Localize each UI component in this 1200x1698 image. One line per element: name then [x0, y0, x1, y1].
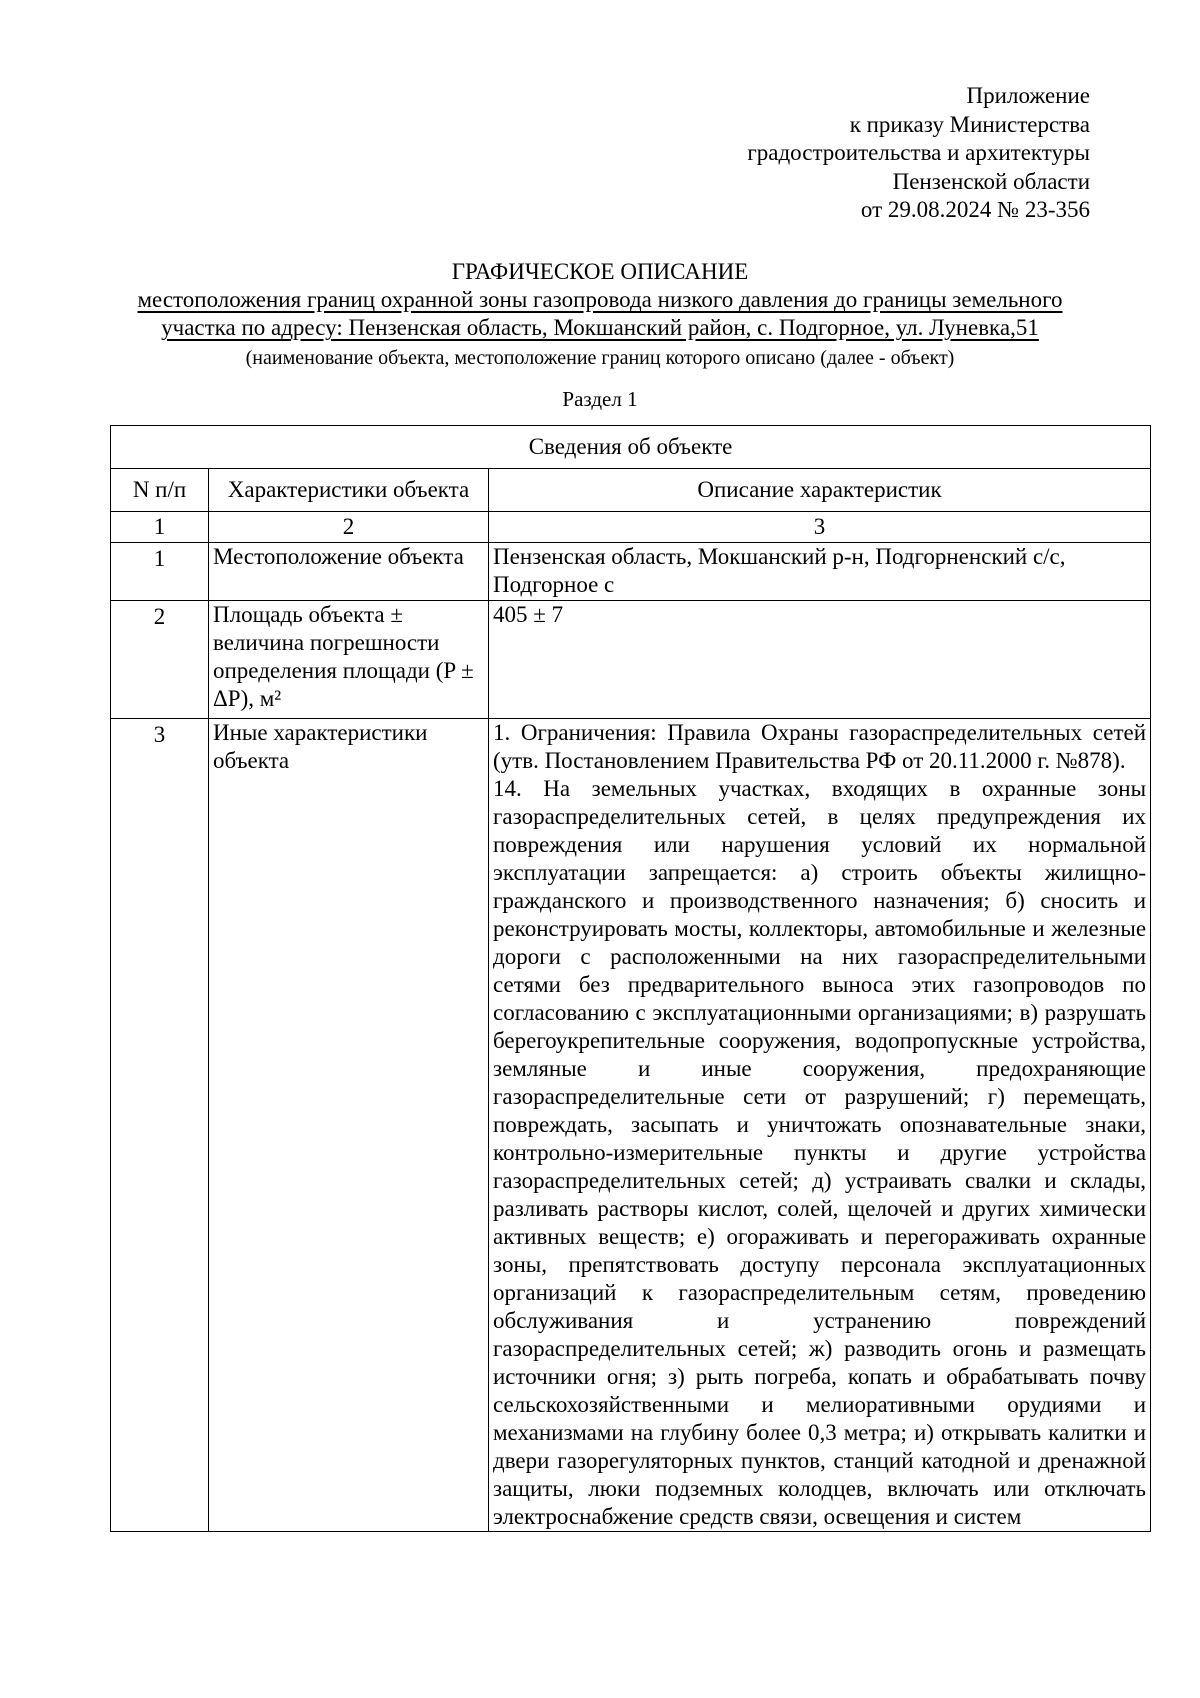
document-title: ГРАФИЧЕСКОЕ ОПИСАНИЕ — [451, 259, 749, 284]
row-description — [489, 719, 1151, 1532]
table-row — [111, 601, 1151, 719]
column-number: 2 — [209, 512, 489, 543]
description-paragraph: 1. Ограничения: Правила Охраны газораспределительных сетей (утв. Постановлением Правительства РФ от 20.11.2000 г. №878). — [493, 720, 1147, 773]
column-header: Описание характеристик — [489, 469, 1151, 512]
column-number: 3 — [489, 512, 1151, 543]
row-number: 2 — [111, 601, 209, 719]
column-number-row — [111, 512, 1151, 543]
column-header: Характеристики объекта — [209, 469, 489, 512]
row-number: 3 — [111, 719, 209, 1532]
section-label: Раздел 1 — [562, 387, 638, 411]
row-characteristic: Площадь объекта ± величина погрешности определения площади (P ± ΔP), м² — [209, 601, 489, 719]
row-description: 405 ± 7 — [489, 601, 1151, 719]
table-caption-row — [111, 426, 1151, 469]
table-header-row — [111, 469, 1151, 512]
column-header: N п/п — [111, 469, 209, 512]
appendix-line: от 29.08.2024 № 23-356 — [860, 197, 1090, 222]
row-description: Пензенская область, Мокшанский р-н, Подгорненский с/с, Подгорное с — [489, 543, 1151, 601]
appendix-header — [747, 82, 1090, 225]
table-row — [111, 543, 1151, 601]
row-characteristic: Местоположение объекта — [209, 543, 489, 601]
row-number: 1 — [111, 543, 209, 601]
subject-caption: (наименование объекта, местоположение границ которого описано (далее - объект) — [245, 347, 955, 369]
table-caption: Сведения об объекте — [111, 426, 1151, 469]
title-block — [110, 258, 1090, 412]
column-number: 1 — [111, 512, 209, 543]
row-characteristic: Иные характеристики объекта — [209, 719, 489, 1532]
document-subject-line: участка по адресу: Пензенская область, Мокшанский район, с. Подгорное, ул. Луневка,51 — [161, 315, 1039, 340]
object-info-table — [110, 425, 1151, 1532]
appendix-line: к приказу Министерства — [849, 111, 1090, 137]
appendix-line: Пензенской области — [892, 168, 1090, 194]
description-paragraph: 14. На земельных участках, входящих в охранные зоны газораспределительных сетей, в целях предупреждения их повреждения или нарушения условий их нормальной эксплуатации запрещается: а) строить объекты жилищно-гражданского и производственного назначения; б) сносить и реконструировать мосты, коллекторы, автомобильные и железные дороги с расположенными на них газораспределительными сетями без предварительного выноса этих газопроводов по согласованию с эксплуатационными организациями; в) разрушать берегоукрепительные сооружения, водопропускные устройства, земляные и иные сооружения, предохраняющие газораспределительные сети от разрушений; г) перемещать, повреждать, засыпать и уничтожать опознавательные знаки, контрольно-измерительные пункты и другие устройства газораспределительных сетей; д) устраивать свалки и склады, разливать растворы кислот, солей, щелочей и других химически активных веществ; е) огораживать и перегораживать охранные зоны, препятствовать доступу персонала эксплуатационных организаций к газораспределительным сетям, проведению обслуживания и устранению повреждений газораспределительных сетей; ж) разводить огонь и размещать источники огня; з) рыть погреба, копать и обрабатывать почву сельскохозяйственными и мелиоративными орудиями и механизмами на глубину более 0,3 метра; и) открывать калитки и двери газорегуляторных пунктов, станций катодной и дренажной защиты, люки подземных колодцев, включать или отключать электроснабжение средств связи, освещения и систем — [493, 776, 1147, 1529]
appendix-line: Приложение — [966, 83, 1090, 108]
appendix-line: градостроительства и архитектуры — [747, 140, 1090, 165]
document-subject-line: местоположения границ охранной зоны газопровода низкого давления до границы земельного — [137, 287, 1063, 312]
table-row — [111, 719, 1151, 1532]
